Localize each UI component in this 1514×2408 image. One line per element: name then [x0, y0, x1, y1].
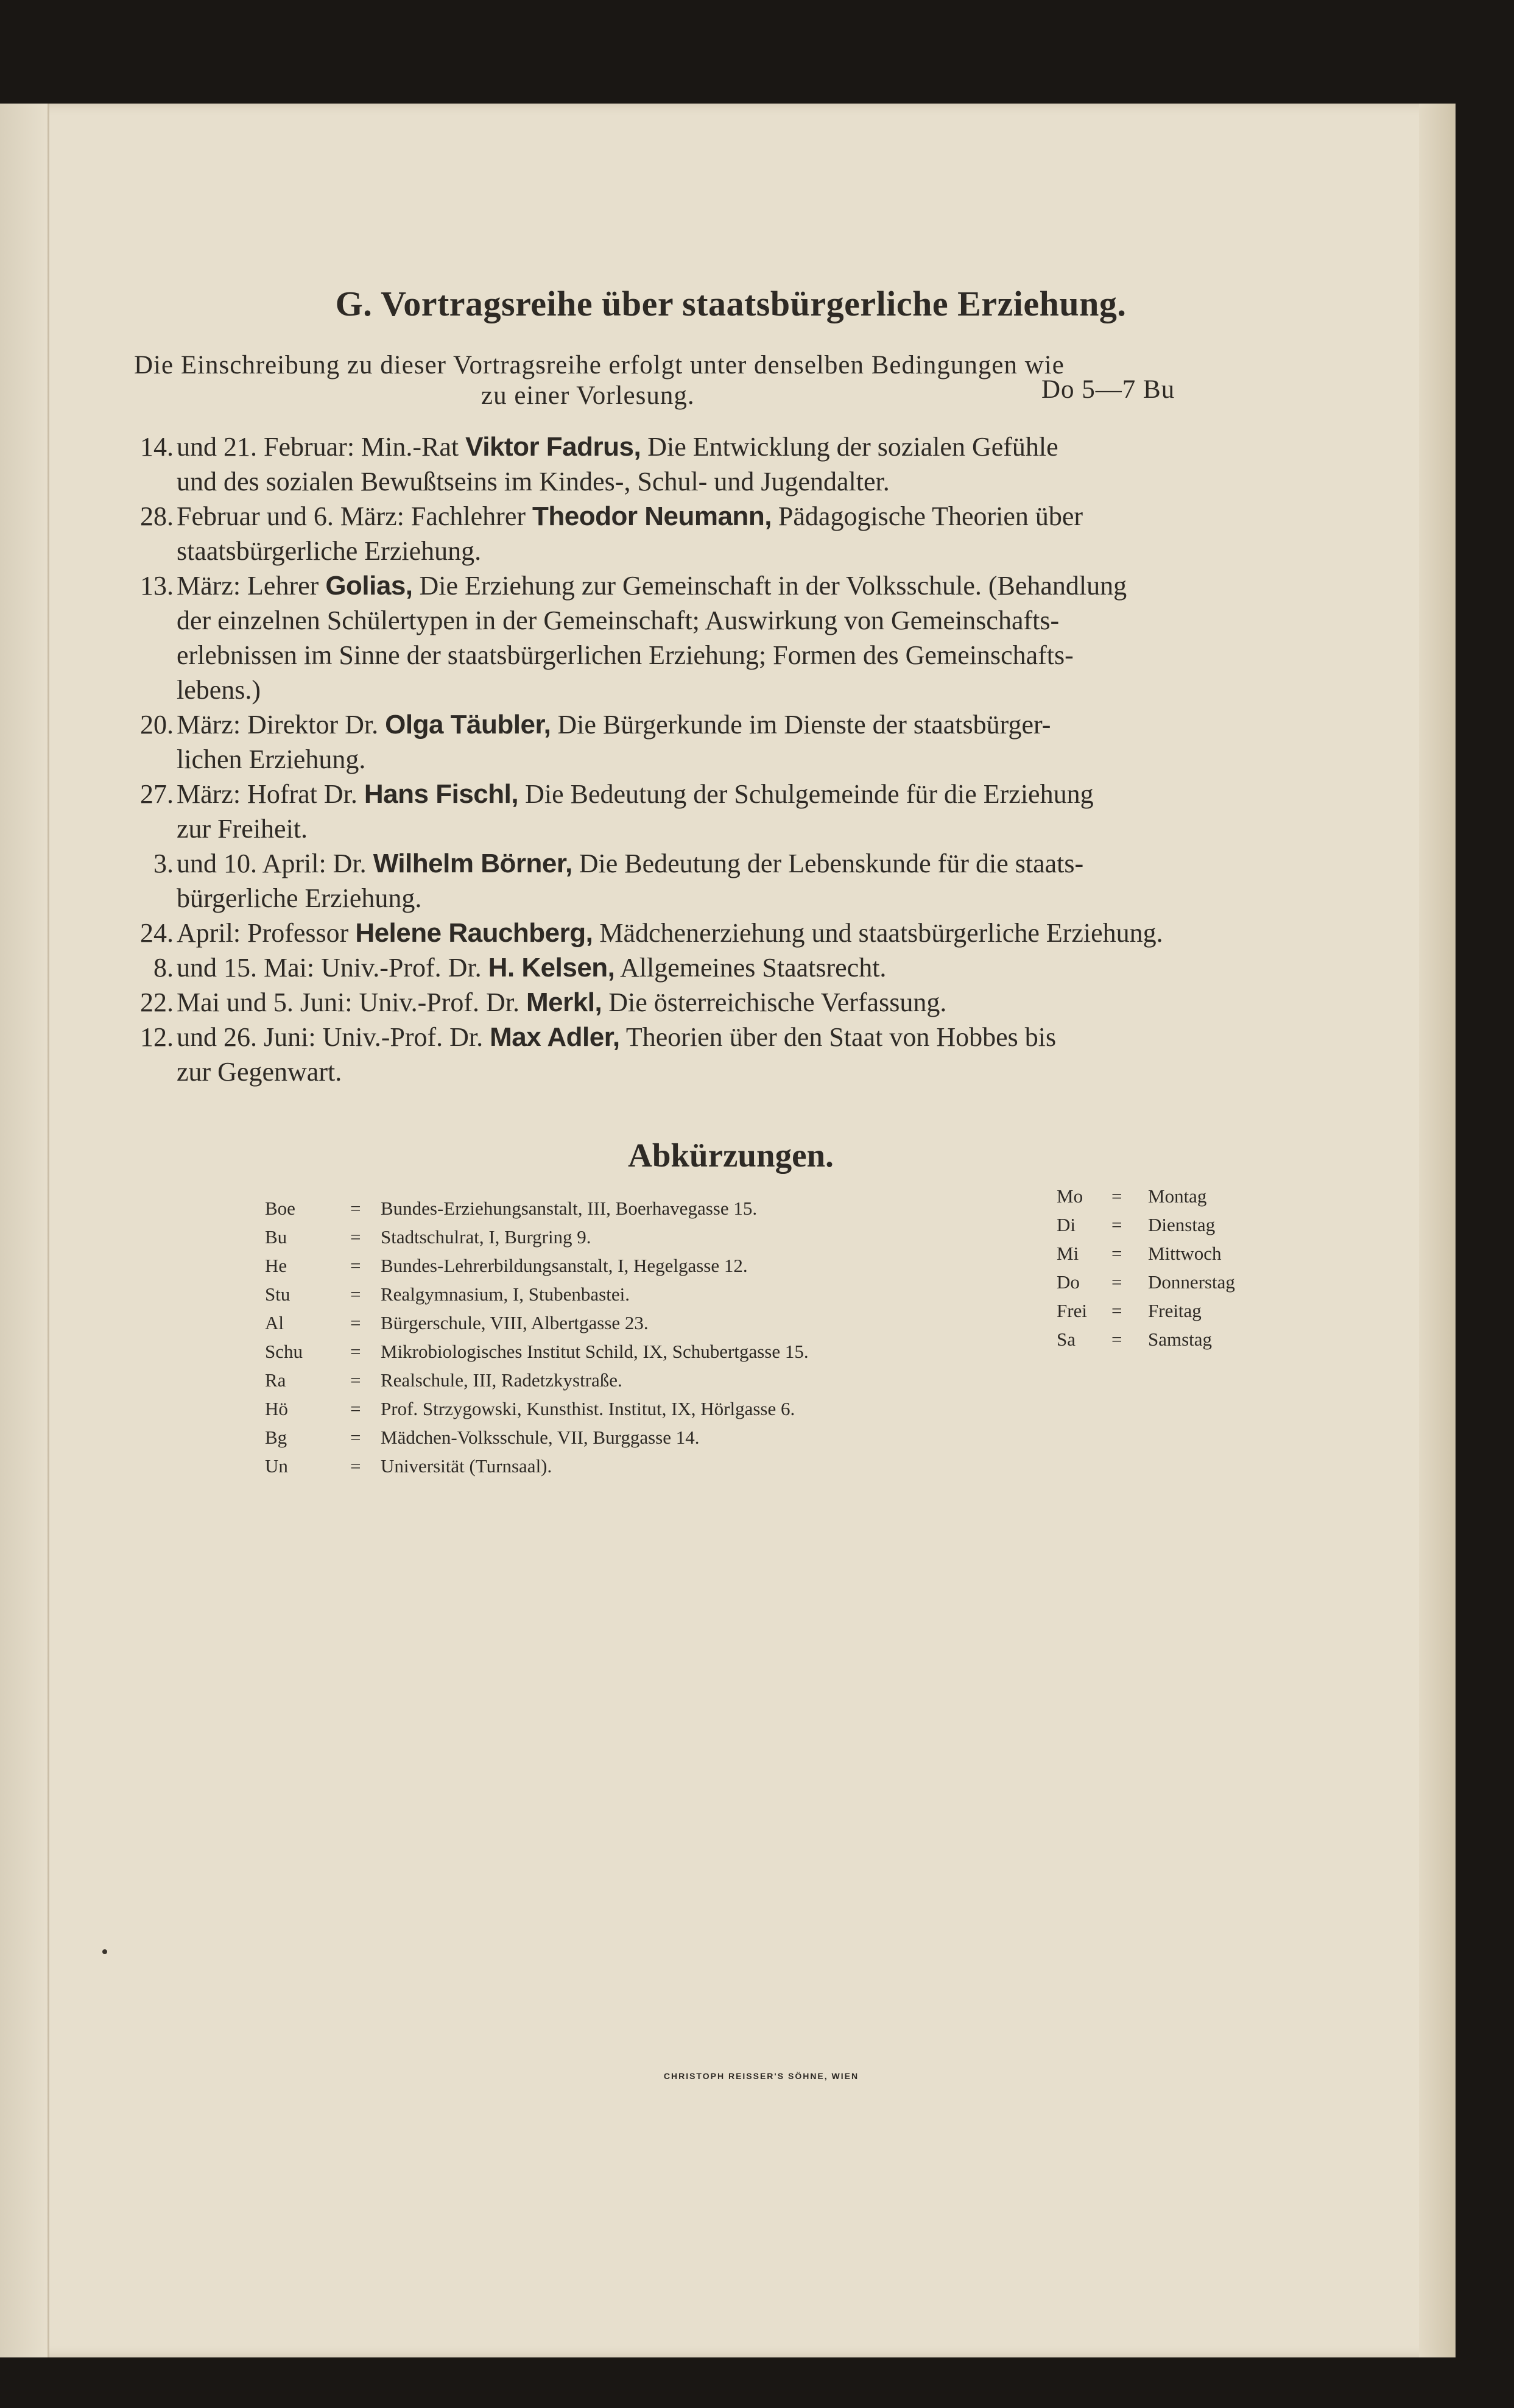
abbreviation-row: [1057, 1268, 1331, 1296]
lecture-entry: [140, 777, 1291, 846]
equals-sign: =: [350, 1198, 361, 1219]
lecture-topic: Die Erziehung zur Gemeinschaft in der Volksschule. (Behandlung: [412, 571, 1127, 601]
lecture-number: 24.: [140, 918, 174, 948]
lecture-number: 28.: [140, 501, 174, 531]
lecture-number: 13.: [140, 571, 174, 601]
abbreviation-meaning: Dienstag: [1148, 1214, 1216, 1235]
abbreviation-meaning: Realgymnasium, I, Stubenbastei.: [381, 1283, 630, 1305]
abbreviation-meaning: Mikrobiologisches Institut Schild, IX, Schubertgasse 15.: [381, 1341, 809, 1362]
lecture-number: 3.: [153, 849, 174, 878]
equals-sign: =: [1111, 1300, 1122, 1321]
lecturer-name: Max Adler,: [490, 1022, 620, 1052]
lecture-continuation: zur Freiheit.: [177, 814, 308, 844]
equals-sign: =: [1111, 1329, 1122, 1350]
lecture-date: Februar und 6. März: Fachlehrer: [177, 501, 533, 531]
lecturer-name: Golias,: [325, 571, 413, 601]
lecture-number: 14.: [140, 432, 174, 462]
lecture-line: [140, 499, 1291, 534]
lecture-continuation: bürgerliche Erziehung.: [177, 883, 422, 913]
equals-sign: =: [350, 1226, 361, 1248]
lecture-line: [140, 707, 1291, 742]
lecture-continuation: lichen Erziehung.: [177, 744, 366, 774]
lecture-list: [140, 429, 1291, 1089]
lecture-topic: Die österreichische Verfassung.: [602, 987, 947, 1017]
abbreviation-meaning: Realschule, III, Radetzkystraße.: [381, 1369, 622, 1391]
equals-sign: =: [350, 1369, 361, 1391]
abbreviation-meaning: Freitag: [1148, 1300, 1202, 1321]
abbreviation-row: [265, 1337, 996, 1366]
abbreviation-code: Stu: [265, 1283, 290, 1305]
lecture-continuation: zur Gegenwart.: [177, 1057, 342, 1087]
abbreviation-meaning: Prof. Strzygowski, Kunsthist. Institut, IX, Hörlgasse 6.: [381, 1398, 795, 1419]
abbreviation-code: Di: [1057, 1214, 1076, 1235]
lecture-entry: [140, 707, 1291, 777]
lecture-entry: [140, 1020, 1291, 1089]
abbreviation-code: Bu: [265, 1226, 287, 1248]
equals-sign: =: [350, 1255, 361, 1276]
abbreviation-row: [1057, 1182, 1331, 1210]
abbreviation-row: [265, 1280, 996, 1308]
abbreviation-meaning: Samstag: [1148, 1329, 1213, 1350]
lecture-line: [140, 985, 1291, 1020]
lecturer-name: Hans Fischl,: [364, 779, 519, 809]
abbreviation-code: Un: [265, 1455, 288, 1477]
lecture-topic: Pädagogische Theorien über: [771, 501, 1083, 531]
lecture-topic: Die Entwicklung der sozialen Gefühle: [641, 432, 1058, 462]
lecture-entry: [153, 846, 1291, 916]
lecture-continuation: staatsbürgerliche Erziehung.: [177, 536, 482, 566]
abbreviation-row: [1057, 1325, 1331, 1354]
abbreviation-row: [265, 1194, 996, 1223]
lecture-topic: Mädchenerziehung und staatsbürgerliche Erziehung.: [593, 918, 1163, 948]
lecture-number: 8.: [153, 953, 174, 983]
abbreviation-meaning: Mittwoch: [1148, 1243, 1222, 1264]
lecturer-name: Helene Rauchberg,: [355, 918, 593, 948]
lecture-number: 12.: [140, 1022, 174, 1052]
lecture-line: [140, 916, 1291, 950]
lecturer-name: Wilhelm Börner,: [373, 849, 572, 878]
abbreviation-code: Al: [265, 1312, 284, 1333]
abbreviation-code: He: [265, 1255, 287, 1276]
equals-sign: =: [1111, 1271, 1122, 1293]
abbreviation-meaning: Bundes-Erziehungsanstalt, III, Boerhavegasse 15.: [381, 1198, 758, 1219]
lecture-line: [153, 950, 1291, 985]
abbreviation-row: [265, 1251, 996, 1280]
abbreviation-code: Hö: [265, 1398, 288, 1419]
lecture-entry: [140, 985, 1291, 1020]
lecture-date: und 15. Mai: Univ.-Prof. Dr.: [177, 953, 488, 983]
equals-sign: =: [350, 1341, 361, 1362]
section-heading: G. Vortragsreihe über staatsbürgerliche Erziehung.: [335, 284, 1127, 323]
equals-sign: =: [350, 1455, 361, 1477]
abbreviation-row: [265, 1452, 996, 1480]
lecture-line: [140, 568, 1291, 603]
abbreviation-meaning: Mädchen-Volksschule, VII, Burggasse 14.: [381, 1427, 700, 1448]
lecture-entry: [140, 568, 1291, 707]
lecture-entry: [153, 950, 1291, 985]
abbreviation-row: [265, 1223, 996, 1251]
lecture-topic: Die Bedeutung der Schulgemeinde für die Erziehung: [518, 779, 1094, 809]
lecture-date: und 26. Juni: Univ.-Prof. Dr.: [177, 1022, 490, 1052]
schedule-info: Do 5—7 Bu: [1041, 375, 1175, 404]
lecture-date: März: Direktor Dr.: [177, 710, 386, 740]
binding-shadow: [0, 104, 49, 2357]
lecture-date: Mai und 5. Juni: Univ.-Prof. Dr.: [177, 987, 527, 1017]
equals-sign: =: [350, 1398, 361, 1419]
lecturer-name: Merkl,: [526, 987, 602, 1017]
lecture-entry: [140, 916, 1291, 950]
lecturer-name: Olga Täubler,: [385, 710, 551, 740]
lecturer-name: H. Kelsen,: [488, 953, 615, 983]
abbreviation-row: [1057, 1210, 1331, 1239]
abbreviation-row: [265, 1366, 996, 1394]
lecture-entry: [140, 499, 1291, 568]
abbreviations-heading: Abkürzungen.: [628, 1137, 834, 1174]
page-fold: [48, 104, 49, 2357]
lecture-date: und 10. April: Dr.: [177, 849, 373, 878]
equals-sign: =: [350, 1427, 361, 1448]
lecture-continuation: erlebnissen im Sinne der staatsbürgerlichen Erziehung; Formen des Gemeinschafts-: [177, 640, 1074, 670]
lecture-topic: Die Bürgerkunde im Dienste der staatsbürger-: [551, 710, 1051, 740]
equals-sign: =: [1111, 1243, 1122, 1264]
intro-continuation: zu einer Vorlesung.: [481, 381, 695, 410]
equals-sign: =: [350, 1283, 361, 1305]
abbreviation-row: [1057, 1239, 1331, 1268]
lecture-line: [140, 429, 1291, 464]
lecture-line: [140, 1020, 1291, 1054]
abbreviation-list: [265, 1194, 996, 1480]
lecture-number: 22.: [140, 987, 174, 1017]
abbreviation-code: Sa: [1057, 1329, 1076, 1350]
printer-imprint: CHRISTOPH REISSER'S SÖHNE, WIEN: [663, 2071, 859, 2081]
abbreviation-code: Mo: [1057, 1185, 1083, 1207]
abbreviation-row: [265, 1308, 996, 1337]
equals-sign: =: [1111, 1185, 1122, 1207]
equals-sign: =: [1111, 1214, 1122, 1235]
lecture-line: [153, 846, 1291, 881]
lecture-line: [140, 777, 1291, 811]
lecturer-name: Viktor Fadrus,: [465, 432, 641, 462]
lecture-topic: Allgemeines Staatsrecht.: [614, 953, 887, 983]
lecture-topic: Die Bedeutung der Lebenskunde für die staats-: [572, 849, 1084, 878]
abbreviation-meaning: Montag: [1148, 1185, 1207, 1207]
page-edge: [1419, 104, 1456, 2357]
abbreviation-code: Mi: [1057, 1243, 1079, 1264]
intro-text-2: [134, 375, 1279, 417]
abbreviation-meaning: Universität (Turnsaal).: [381, 1455, 552, 1477]
lecture-continuation: lebens.): [177, 675, 261, 705]
paper-speck: [102, 1949, 107, 1954]
equals-sign: =: [350, 1312, 361, 1333]
abbreviation-code: Frei: [1057, 1300, 1087, 1321]
abbreviation-row: [1057, 1296, 1331, 1325]
abbreviation-code: Do: [1057, 1271, 1080, 1293]
lecture-date: März: Hofrat Dr.: [177, 779, 364, 809]
abbreviation-code: Ra: [265, 1369, 286, 1391]
lecture-topic: Theorien über den Staat von Hobbes bis: [619, 1022, 1057, 1052]
weekday-list: [1057, 1182, 1331, 1354]
intro-text: Die Einschreibung zu dieser Vortragsreihe erfolgt unter denselben Bedingungen wie: [134, 351, 1065, 380]
abbreviation-code: Boe: [265, 1198, 295, 1219]
abbreviation-meaning: Stadtschulrat, I, Burgring 9.: [381, 1226, 591, 1248]
abbreviation-meaning: Bürgerschule, VIII, Albertgasse 23.: [381, 1312, 649, 1333]
abbreviation-code: Schu: [265, 1341, 303, 1362]
lecture-date: und 21. Februar: Min.-Rat: [177, 432, 466, 462]
lecture-number: 20.: [140, 710, 174, 740]
lecture-date: März: Lehrer: [177, 571, 326, 601]
lecture-date: April: Professor: [177, 918, 356, 948]
abbreviation-row: [265, 1423, 996, 1452]
lecture-number: 27.: [140, 779, 174, 809]
abbreviation-meaning: Bundes-Lehrerbildungsanstalt, I, Hegelgasse 12.: [381, 1255, 748, 1276]
lecture-entry: [140, 429, 1291, 499]
abbreviation-meaning: Donnerstag: [1148, 1271, 1235, 1293]
lecture-continuation: der einzelnen Schülertypen in der Gemeinschaft; Auswirkung von Gemeinschafts-: [177, 606, 1060, 635]
lecturer-name: Theodor Neumann,: [532, 501, 772, 531]
abbreviation-code: Bg: [265, 1427, 287, 1448]
abbreviation-row: [265, 1394, 996, 1423]
lecture-continuation: und des sozialen Bewußtseins im Kindes-, Schul- und Jugendalter.: [177, 467, 890, 496]
